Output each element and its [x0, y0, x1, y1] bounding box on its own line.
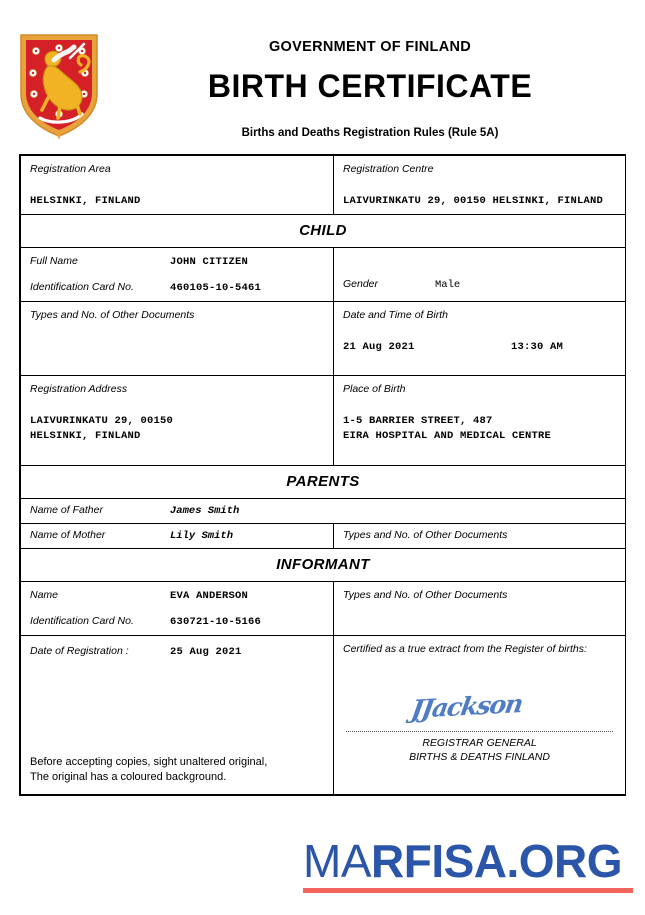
table-row — [21, 248, 626, 302]
parents-mother-label: Name of Mother — [30, 529, 106, 541]
child-full-name-row — [30, 254, 324, 270]
certificate-table — [19, 154, 626, 796]
child-gender-label: Gender — [343, 278, 379, 290]
informant-id-card-label: Identification Card No. — [30, 615, 134, 627]
parents-father-value: James Smith — [170, 505, 240, 517]
coat-of-arms-icon — [18, 32, 100, 140]
government-line: GOVERNMENT OF FINLAND — [268, 39, 472, 55]
section-header-parents — [21, 466, 626, 499]
certification-cell — [334, 636, 626, 795]
registration-centre-value: LAIVURINKATU 29, 00150 HELSINKI, FINLAND — [343, 195, 604, 207]
registration-date-value: 25 Aug 2021 — [170, 646, 242, 658]
child-registration-address-line1: LAIVURINKATU 29, 00150 — [30, 415, 174, 427]
marfisa-logo-underline — [303, 888, 633, 893]
parents-mother-cell — [21, 524, 334, 549]
child-registration-address-cell — [21, 376, 334, 466]
parents-other-documents-label: Types and No. of Other Documents — [343, 529, 508, 541]
section-header-informant — [21, 549, 626, 582]
child-full-name-label: Full Name — [30, 255, 78, 267]
child-id-card-label: Identification Card No. — [30, 281, 134, 293]
table-row — [21, 156, 626, 215]
informant-id-card-value: 630721-10-5166 — [170, 616, 262, 628]
child-registration-address-line2: HELSINKI, FINLAND — [30, 430, 141, 442]
registrar-signature: JJackson — [409, 689, 525, 724]
informant-name-row — [30, 588, 324, 604]
child-gender-row — [343, 277, 616, 293]
child-id-card-value: 460105-10-5461 — [170, 282, 262, 294]
table-row — [21, 549, 626, 582]
child-identity-cell — [21, 248, 334, 302]
parents-father-label: Name of Father — [30, 504, 103, 516]
parents-father-row — [30, 503, 616, 519]
registrar-title-line-2: BIRTHS & DEATHS FINLAND — [409, 751, 550, 763]
parents-mother-value: Lily Smith — [170, 530, 234, 542]
marfisa-logo-light-part: MA — [303, 835, 371, 887]
parents-father-cell — [21, 499, 626, 524]
child-full-name-value: JOHN CITIZEN — [170, 256, 249, 268]
child-birth-date-value: 21 Aug 2021 — [343, 341, 415, 353]
section-title-informant: INFORMANT — [276, 556, 370, 573]
child-id-card-row — [30, 280, 324, 296]
informant-other-documents-label: Types and No. of Other Documents — [343, 589, 508, 601]
registration-date-and-note-cell — [21, 636, 334, 795]
rule-subtitle: Births and Deaths Registration Rules (Rule 5A) — [241, 127, 499, 139]
child-other-documents-label: Types and No. of Other Documents — [30, 309, 195, 321]
child-birth-datetime-cell — [334, 302, 626, 376]
child-place-of-birth-line1: 1-5 BARRIER STREET, 487 — [343, 415, 493, 427]
table-row — [21, 636, 626, 795]
registration-date-row — [30, 644, 324, 660]
registration-area-cell — [21, 156, 334, 215]
table-row — [21, 215, 626, 248]
child-place-of-birth-cell — [334, 376, 626, 466]
registration-centre-label: Registration Centre — [343, 163, 434, 175]
footnote-line-1: Before accepting copies, sight unaltered original, — [30, 756, 268, 768]
registration-date-label: Date of Registration : — [30, 645, 129, 657]
table-row — [21, 376, 626, 466]
footnote-line-2: The original has a coloured background. — [30, 771, 227, 783]
document-header — [0, 0, 645, 148]
informant-name-label: Name — [30, 589, 59, 601]
registration-area-label: Registration Area — [30, 163, 111, 175]
table-row — [21, 524, 626, 549]
header-titles — [110, 38, 630, 141]
certification-statement: Certified as a true extract from the Register of births: — [343, 643, 587, 655]
registrar-title-line-1: REGISTRAR GENERAL — [422, 737, 537, 749]
parents-mother-row — [30, 528, 324, 544]
marfisa-logo-text — [303, 836, 635, 886]
informant-identity-cell — [21, 582, 334, 636]
table-row — [21, 582, 626, 636]
table-row — [21, 499, 626, 524]
page-title: BIRTH CERTIFICATE — [207, 68, 533, 104]
section-header-child — [21, 215, 626, 248]
child-gender-cell — [334, 248, 626, 302]
informant-name-value: EVA ANDERSON — [170, 590, 249, 602]
table-row — [21, 466, 626, 499]
informant-id-card-row — [30, 614, 324, 630]
child-other-documents-cell — [21, 302, 334, 376]
table-row — [21, 302, 626, 376]
section-title-parents: PARENTS — [286, 473, 360, 490]
marfisa-logo-bold-part: RFISA.ORG — [371, 835, 623, 887]
registration-area-value: HELSINKI, FINLAND — [30, 195, 141, 207]
child-place-of-birth-label: Place of Birth — [343, 383, 406, 395]
marfisa-watermark — [303, 836, 635, 893]
child-birth-time-value: 13:30 AM — [511, 341, 564, 353]
parents-other-documents-cell — [334, 524, 626, 549]
registrar-caption — [334, 736, 625, 764]
informant-other-documents-cell — [334, 582, 626, 636]
section-title-child: CHILD — [299, 222, 347, 239]
signature-rule — [346, 731, 613, 732]
child-registration-address-label: Registration Address — [30, 383, 128, 395]
child-birth-datetime-label: Date and Time of Birth — [343, 309, 448, 321]
child-place-of-birth-line2: EIRA HOSPITAL AND MEDICAL CENTRE — [343, 430, 552, 442]
registration-centre-cell — [334, 156, 626, 215]
child-gender-value: Male — [435, 279, 461, 291]
